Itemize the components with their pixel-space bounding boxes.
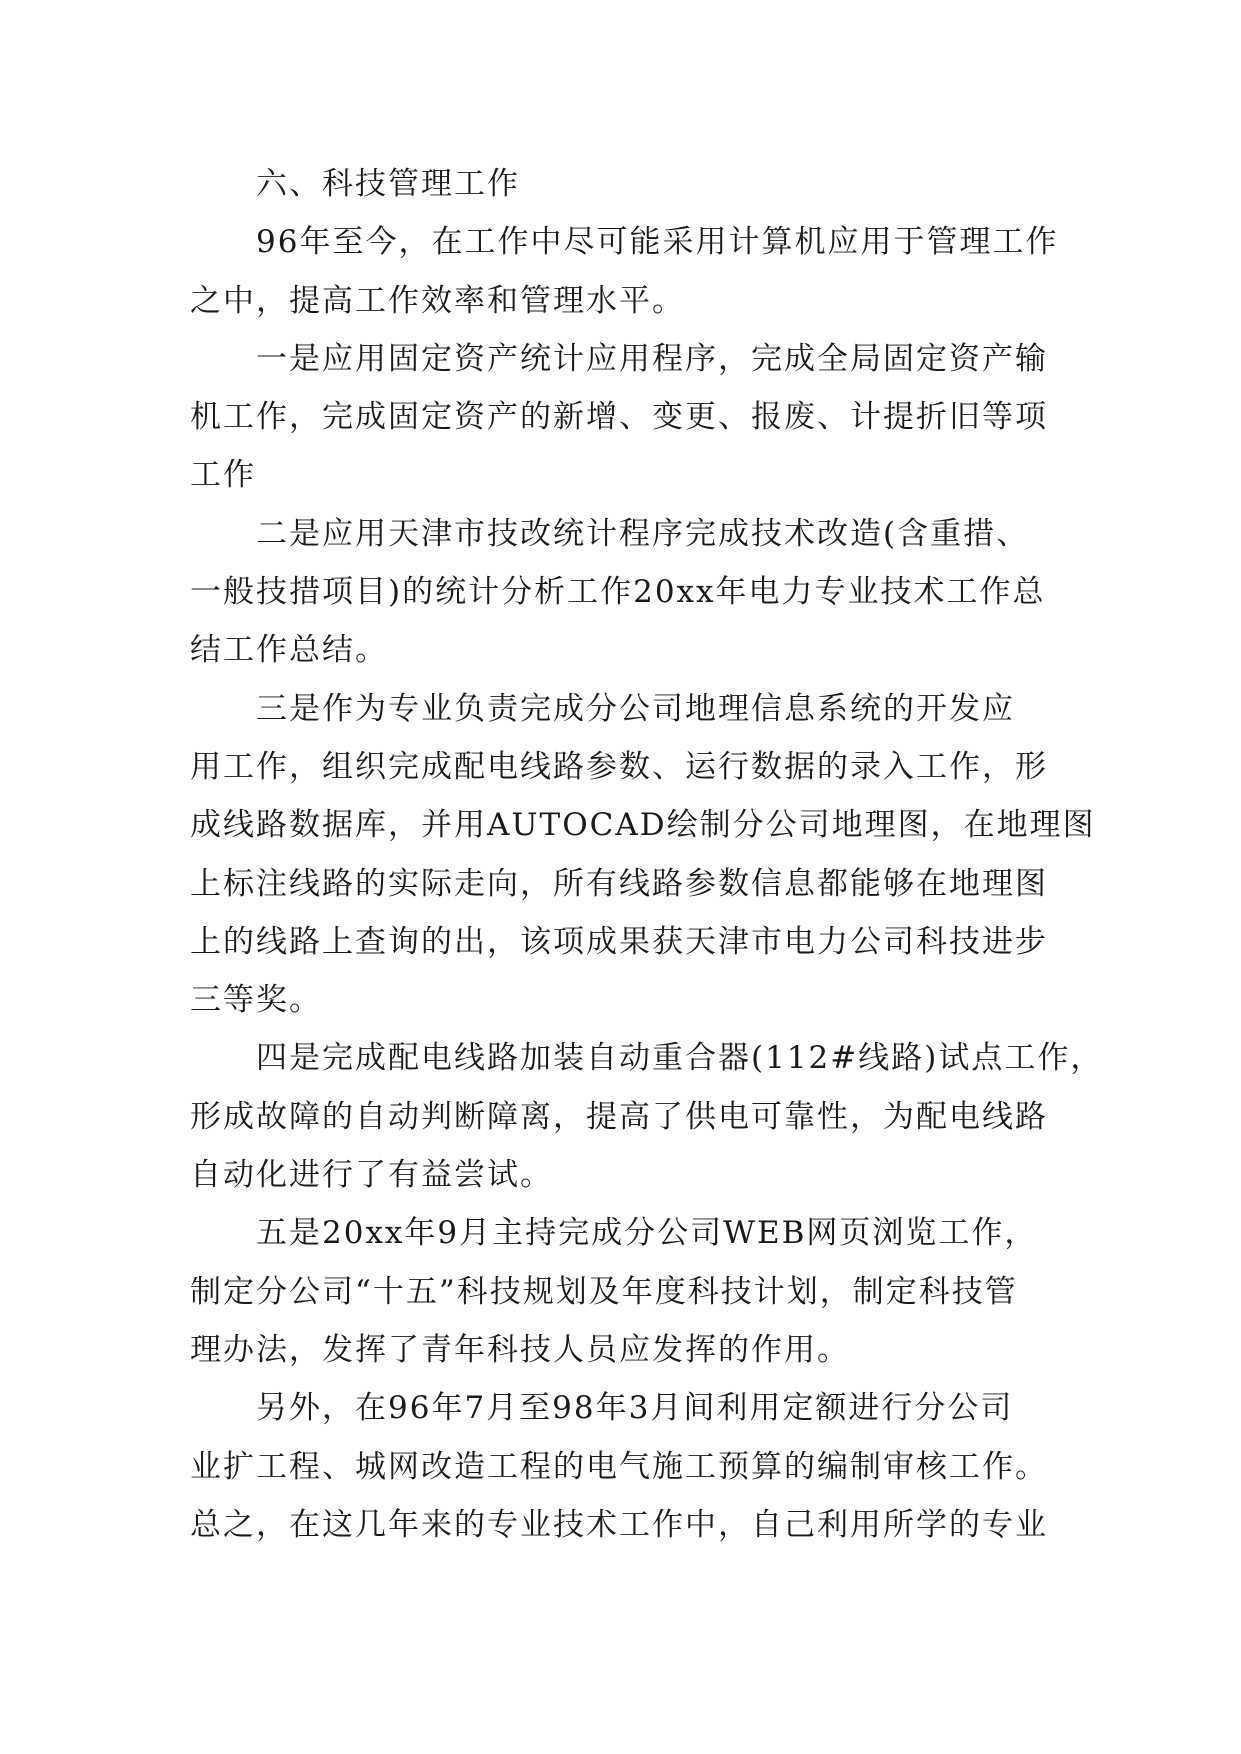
text-line: 一是应用固定资产统计应用程序，完成全局固定资产输 (256, 340, 1048, 377)
text-line: 理办法，发挥了青年科技人员应发挥的作用。 (190, 1331, 850, 1368)
text-line: 制定分公司“十五”科技规划及年度科技计划，制定科技管 (190, 1273, 1018, 1310)
text-line: 形成故障的自动判断障离，提高了供电可靠性，为配电线路 (190, 1098, 1048, 1135)
text-line: 四是完成配电线路加装自动重合器(112#线路)试点工作， (256, 1040, 1104, 1077)
document-body (190, 155, 1104, 1554)
text-line: 自动化进行了有益尝试。 (190, 1157, 553, 1194)
text-line: 96年至今，在工作中尽可能采用计算机应用于管理工作 (256, 224, 1059, 261)
text-line: 结工作总结。 (190, 632, 388, 669)
text-line: 之中，提高工作效率和管理水平。 (190, 282, 685, 319)
text-line: 一般技措项目)的统计分析工作20xx年电力专业技术工作总 (190, 574, 1046, 611)
text-line: 三是作为专业负责完成分公司地理信息系统的开发应 (256, 690, 1015, 727)
text-line: 业扩工程、城网改造工程的电气施工预算的编制审核工作。 (190, 1448, 1048, 1485)
section-heading: 六、科技管理工作 (256, 166, 520, 202)
text-line: 成线路数据库，并用AUTOCAD绘制分公司地理图，在地理图 (190, 807, 1096, 844)
text-line: 机工作，完成固定资产的新增、变更、报废、计提折旧等项 (190, 399, 1048, 436)
text-line: 上标注线路的实际走向，所有线路参数信息都能够在地理图 (190, 865, 1048, 902)
text-line: 另外，在96年7月至98年3月间利用定额进行分公司 (256, 1390, 1014, 1427)
text-line: 上的线路上查询的出，该项成果获天津市电力公司科技进步 (190, 923, 1048, 960)
text-line: 工作 (190, 457, 256, 494)
text-line: 五是20xx年9月主持完成分公司WEB网页浏览工作， (256, 1215, 1038, 1252)
text-line: 三等奖。 (190, 982, 322, 1019)
text-line: 二是应用天津市技改统计程序完成技术改造(含重措、 (256, 515, 1030, 552)
text-line: 用工作，组织完成配电线路参数、运行数据的录入工作，形 (190, 748, 1048, 785)
text-line: 总之，在这几年来的专业技术工作中，自己利用所学的专业 (190, 1506, 1048, 1543)
